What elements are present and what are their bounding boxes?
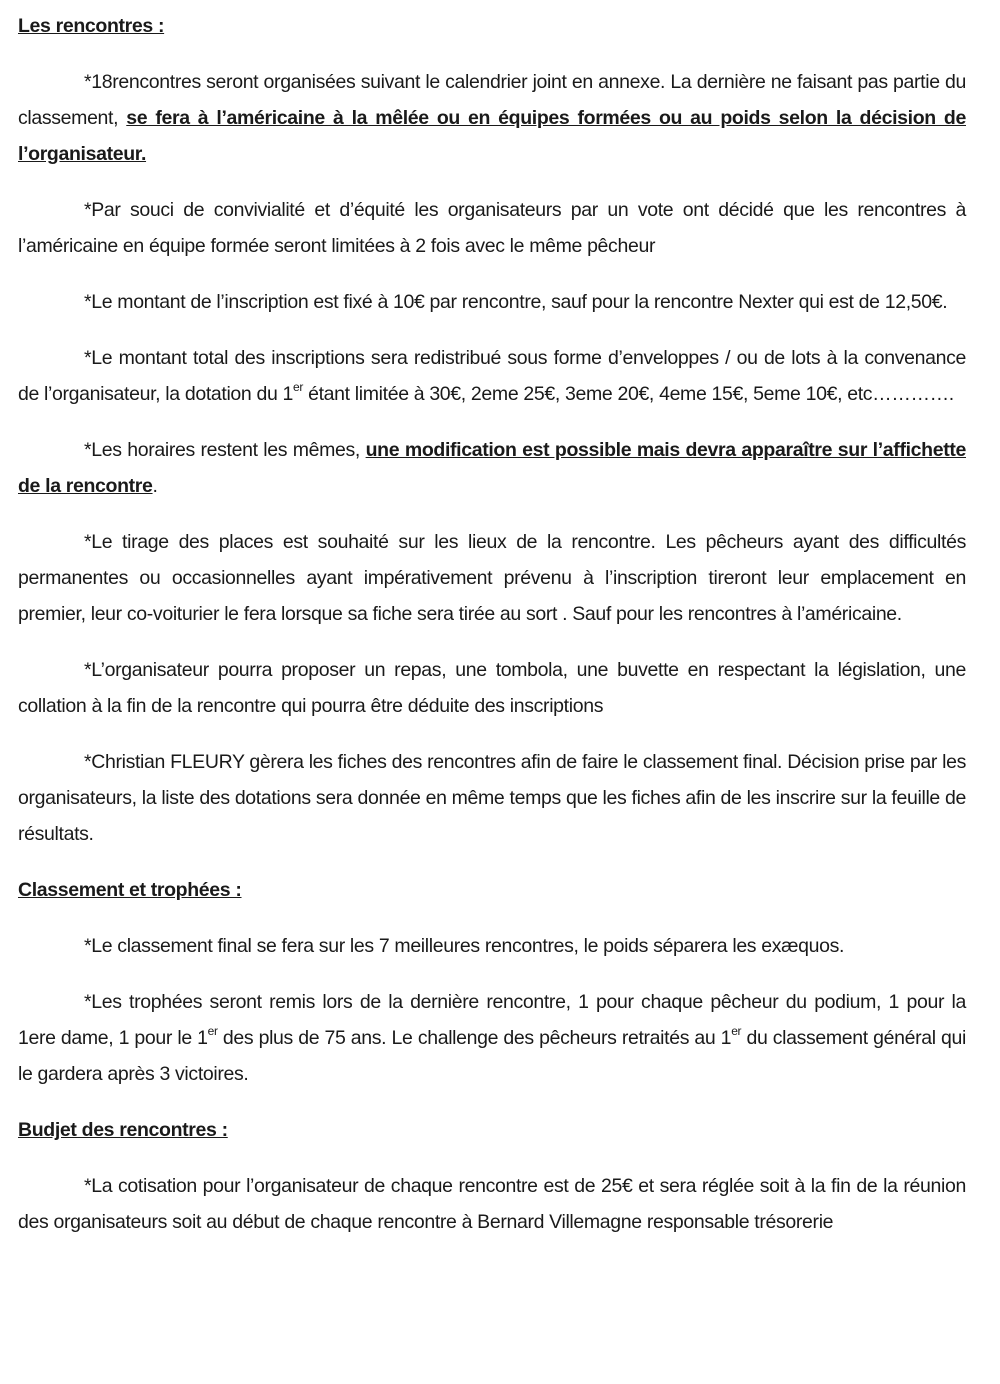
document-page [18, 8, 966, 1240]
paragraph-classement-final: *Le classement final se fera sur les 7 meilleures rencontres, le poids séparera les exæquos. [84, 935, 845, 957]
paragraph-convivialite: *Par souci de convivialité et d’équité les organisateurs par un vote ont décidé que les rencontres à l’américaine en équipe formée seront limitées à 2 fois avec le même pêcheur [18, 199, 966, 257]
paragraph-trophees: *Les trophées seront remis lors de la dernière rencontre, 1 pour chaque pêcheur du podium, 1 pour la 1ere dame, 1 pour le 1er des plus de 75 ans. Le challenge des pêcheurs retraités au 1er du classement général qui le gardera après 3 victoires. [18, 991, 967, 1085]
paragraph-cotisation: *La cotisation pour l’organisateur de chaque rencontre est de 25€ et sera réglée soit à la fin de la réunion des organisateurs soit au début de chaque rencontre à Bernard Villemagne responsable trésorerie [18, 1175, 966, 1233]
section-heading-budjet: Budjet des rencontres : [18, 1119, 228, 1141]
emphasis-modification: une modification est possible mais devra apparaître sur l’affichette de la rencontre [18, 439, 966, 497]
paragraph-inscription: *Le montant de l’inscription est fixé à 10€ par rencontre, sauf pour la rencontre Nexter qui est de 12,50€. [84, 291, 948, 313]
section-heading-rencontres: Les rencontres : [18, 15, 165, 37]
paragraph-tirage: *Le tirage des places est souhaité sur les lieux de la rencontre. Les pêcheurs ayant des difficultés permanentes ou occasionnelles ayant impérativement prévenu à l’inscription tireront leur emplacement en premier, leur co-voiturier le fera lorsque sa fiche sera tirée au sort . Sauf pour les rencontres à l’américaine. [18, 531, 966, 625]
superscript-er: er [731, 1024, 742, 1038]
paragraph-dotation: *Le montant total des inscriptions sera redistribué sous forme d’enveloppes / ou de lots à la convenance de l’organisateur, la dotation du 1er étant limitée à 30€, 2eme 25€, 3eme 20€, 4eme 15€, 5eme 10€, etc…………. [18, 347, 966, 405]
paragraph-calendrier: *18rencontres seront organisées suivant le calendrier joint en annexe. La dernière ne faisant pas partie du classement, se fera à l’américaine à la mêlée ou en équipes formées ou au poids selon la décision de l’organisateur. [18, 71, 966, 165]
superscript-er: er [207, 1024, 218, 1038]
paragraph-fiches: *Christian FLEURY gèrera les fiches des rencontres afin de faire le classement final. Décision prise par les organisateurs, la liste des dotations sera donnée en même temps que les fiches afin de les inscrire sur la feuille de résultats. [18, 751, 966, 845]
paragraph-repas: *L’organisateur pourra proposer un repas, une tombola, une buvette en respectant la législation, une collation à la fin de la rencontre qui pourra être déduite des inscriptions [18, 659, 966, 717]
paragraph-horaires: *Les horaires restent les mêmes, une modification est possible mais devra apparaître sur l’affichette de la rencontre. [18, 439, 966, 497]
emphasis-americaine: se fera à l’américaine à la mêlée ou en équipes formées ou au poids selon la décision de l’organisateur. [18, 107, 966, 165]
section-heading-classement: Classement et trophées : [18, 879, 242, 901]
superscript-er: er [293, 380, 304, 394]
